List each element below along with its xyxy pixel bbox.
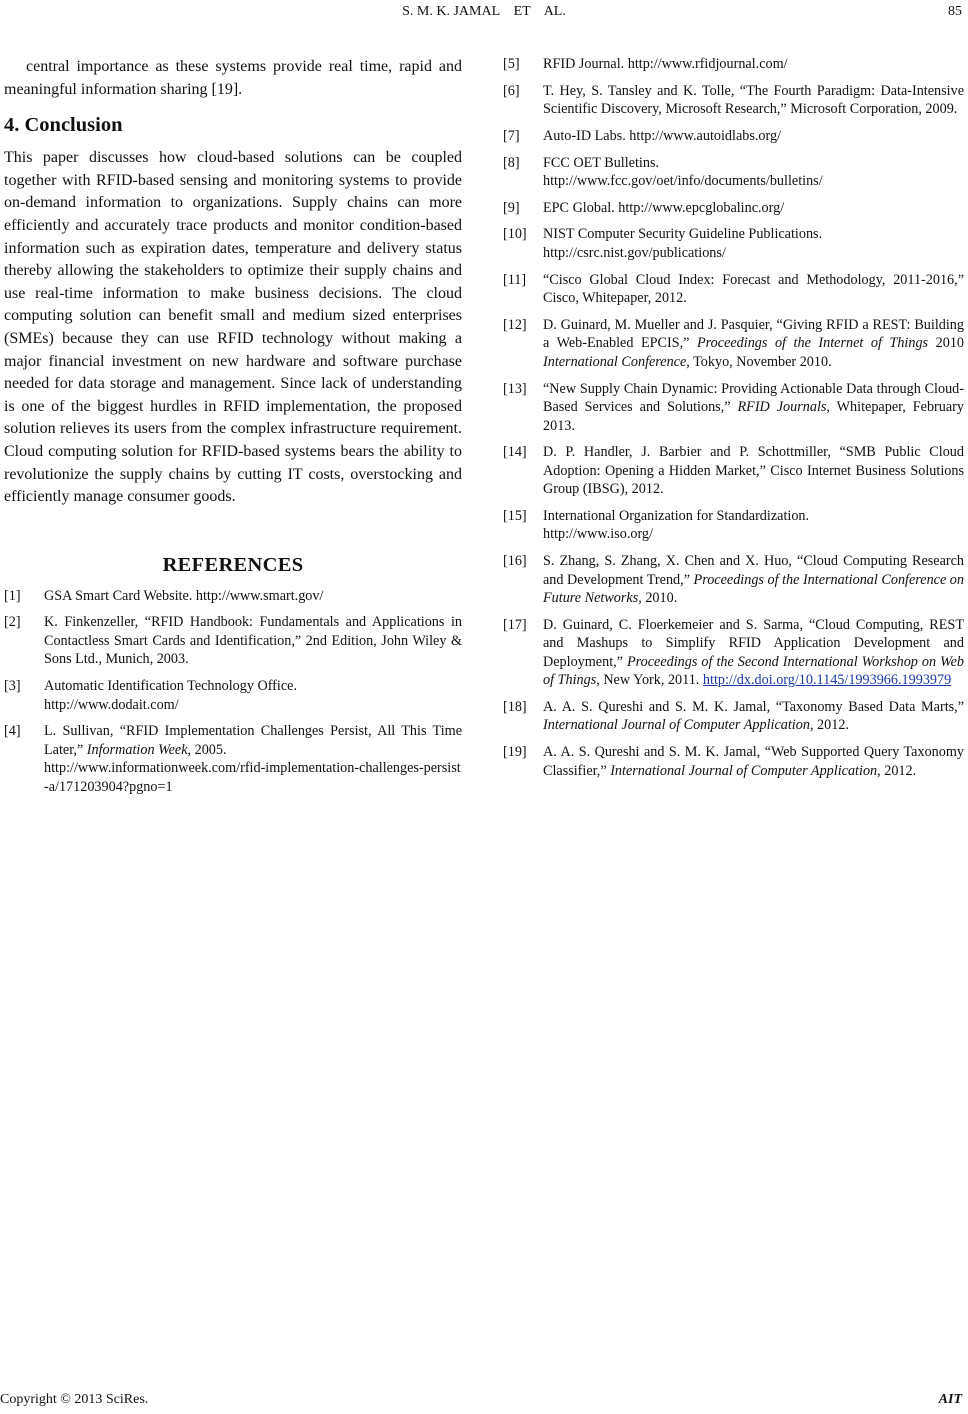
- reference-number: [5]: [503, 56, 520, 72]
- reference-item: [503, 55, 964, 74]
- reference-number: [4]: [4, 723, 21, 740]
- page-footer: [0, 1390, 968, 1412]
- reference-item: [503, 127, 964, 146]
- reference-text: NIST Computer Security Guideline Publications.: [543, 226, 823, 243]
- page-header: [0, 2, 968, 24]
- reference-item: [503, 271, 964, 308]
- reference-url: http://www.dodait.com/: [44, 696, 179, 713]
- reference-url: http://www.fcc.gov/oet/info/documents/bulletins/: [543, 173, 823, 190]
- reference-number: [9]: [503, 199, 520, 216]
- copyright-notice: Copyright © 2013 SciRes.: [0, 1392, 149, 1407]
- reference-source: RFID Journals: [737, 399, 827, 415]
- right-column: [503, 55, 964, 788]
- reference-text-tail: , 2005.: [187, 741, 227, 758]
- reference-number: [8]: [503, 154, 520, 171]
- reference-item: [503, 225, 964, 262]
- reference-source: Proceedings of the Internet of Things: [697, 335, 929, 352]
- reference-source: Information Week: [86, 741, 188, 758]
- journal-abbreviation: AIT: [938, 1392, 962, 1407]
- left-column: [4, 56, 462, 804]
- reference-text: “Cisco Global Cloud Index: Forecast and Methodology, 2011-2016,” Cisco, Whitepaper, 2012.: [543, 271, 964, 307]
- reference-item: [4, 613, 462, 669]
- reference-text: International Organization for Standardization.: [543, 507, 810, 524]
- reference-number: [1]: [4, 587, 21, 604]
- reference-text-tail: , 2012.: [877, 762, 917, 779]
- reference-item: [503, 698, 964, 735]
- reference-source: International Journal of Computer Application: [610, 762, 878, 779]
- reference-text: S. Zhang, S. Zhang, X. Chen and X. Huo, “Cloud Computing Research and Development Trend,”: [543, 553, 964, 588]
- reference-text-tail: , 2012.: [809, 717, 849, 734]
- reference-url: http://csrc.nist.gov/publications/: [543, 244, 726, 261]
- reference-text: D. Guinard, M. Mueller and J. Pasquier, “Giving RFID a REST: Building a Web-Enabled EPCIS,”: [543, 316, 964, 352]
- reference-text: EPC Global. http://www.epcglobalinc.org/: [543, 199, 785, 216]
- reference-number: [3]: [4, 678, 21, 695]
- reference-text: A. A. S. Qureshi and S. M. K. Jamal, “Taxonomy Based Data Marts,”: [543, 698, 964, 715]
- reference-source: Proceedings of the Second International Workshop on Web of Things: [543, 653, 965, 689]
- reference-item: [503, 552, 964, 608]
- reference-number: [15]: [503, 507, 527, 524]
- reference-number: [10]: [503, 226, 527, 243]
- reference-number: [7]: [503, 127, 520, 144]
- reference-number: [11]: [503, 271, 527, 288]
- reference-text: D. Guinard, C. Floerkemeier and S. Sarma, “Cloud Computing, REST and Mashups to Simplify RFID Application Development and Deployment,”: [543, 616, 964, 670]
- reference-text-mid: 2010: [928, 335, 965, 352]
- running-head: S. M. K. JAMAL ET AL.: [402, 4, 566, 19]
- reference-source: Proceedings of the International Conference on Future Networks: [543, 571, 964, 607]
- reference-source: International Journal of Computer Application: [543, 717, 810, 734]
- conclusion-heading: 4. Conclusion: [4, 114, 123, 137]
- reference-item: [4, 722, 462, 796]
- reference-item: [4, 677, 462, 714]
- reference-text: K. Finkenzeller, “RFID Handbook: Fundamentals and Applications in Contactless Smart Cards and Identification,” 2nd Edition, John Wiley & Sons Ltd., Munich, 2003.: [44, 614, 462, 668]
- reference-item: [503, 82, 964, 119]
- reference-item: [503, 154, 964, 191]
- reference-text: FCC OET Bulletins.: [543, 154, 660, 171]
- reference-text: A. A. S. Qureshi and S. M. K. Jamal, “Web Supported Query Taxonomy Classifier,”: [543, 744, 964, 779]
- page-number: 85: [948, 4, 962, 19]
- reference-number: [14]: [503, 444, 527, 461]
- reference-text: L. Sullivan, “RFID Implementation Challenges Persist, All This Time Later,”: [44, 723, 462, 758]
- reference-text-tail: , 2010.: [638, 590, 678, 607]
- conclusion-paragraph: This paper discusses how cloud-based solutions can be coupled together with RFID-based sensing and monitoring systems to provide on-demand information to organizations. Supply chains can more efficiently and accurately trace products and monitor condition-based information such as expiration dates, temperature and delivery status thereby allowing the stakeholders to optimize their supply chains and use real-time information to make business decisions. The cloud computing solution can benefit small and medium sized enterprises (SMEs) because they can use RFID technology without making a major financial investment on new hardware and software purchase needed for data storage and management. Since lack of understanding is one of the biggest hurdles in RFID implementation, the proposed solution relieves its users from the complex infrastructure requirement. Cloud computing solution for RFID-based systems bears the ability to revolutionize the supply chains by cutting IT costs, overstocking and efficiently manage consumer goods.: [4, 149, 462, 506]
- reference-text-tail: , New York, 2011.: [596, 672, 703, 689]
- reference-item: [503, 507, 964, 544]
- reference-number: [19]: [503, 744, 527, 761]
- reference-item: [503, 199, 964, 218]
- reference-text: Auto-ID Labs. http://www.autoidlabs.org/: [543, 127, 782, 144]
- reference-item: [4, 587, 462, 606]
- reference-item: [503, 743, 964, 780]
- reference-text: “New Supply Chain Dynamic: Providing Actionable Data through Cloud-Based Services and Solutions,”: [543, 380, 964, 415]
- reference-number: [18]: [503, 698, 527, 715]
- reference-number: [12]: [503, 316, 527, 333]
- reference-source-2: International Conference: [543, 353, 687, 370]
- reference-text-tail: , Whitepaper, February 2013.: [543, 399, 964, 434]
- reference-text: T. Hey, S. Tansley and K. Tolle, “The Fourth Paradigm: Data-Intensive Scientific Discovery, Microsoft Research,” Microsoft Corporation, 2009.: [543, 82, 964, 118]
- reference-item: [503, 380, 964, 436]
- reference-item: [503, 443, 964, 499]
- reference-text: D. P. Handler, J. Barbier and P. Schottmiller, “SMB Public Cloud Adoption: Opening a Hidden Market,” Cisco Internet Business Solutions Group (IBSG), 2012.: [543, 444, 964, 498]
- reference-url: http://www.informationweek.com/rfid-implementation-challenges-persist-a/171203904?pgno=1: [44, 760, 461, 795]
- reference-number: [6]: [503, 82, 520, 99]
- references-heading: REFERENCES: [162, 553, 304, 576]
- doi-link[interactable]: http://dx.doi.org/10.1145/1993966.1993979: [702, 672, 952, 689]
- reference-number: [17]: [503, 616, 527, 633]
- reference-item: [503, 316, 964, 372]
- reference-number: [16]: [503, 553, 527, 570]
- reference-url: http://www.iso.org/: [543, 526, 653, 543]
- reference-text: RFID Journal. http://www.rfidjournal.com/: [543, 56, 788, 72]
- reference-text-tail: , Tokyo, November 2010.: [686, 353, 832, 370]
- reference-text: GSA Smart Card Website. http://www.smart.gov/: [44, 587, 324, 604]
- reference-number: [2]: [4, 614, 21, 631]
- reference-item: [503, 616, 964, 690]
- reference-number: [13]: [503, 380, 527, 397]
- reference-text: Automatic Identification Technology Office.: [44, 678, 297, 695]
- intro-paragraph: central importance as these systems provide real time, rapid and meaningful information sharing [19].: [4, 58, 462, 98]
